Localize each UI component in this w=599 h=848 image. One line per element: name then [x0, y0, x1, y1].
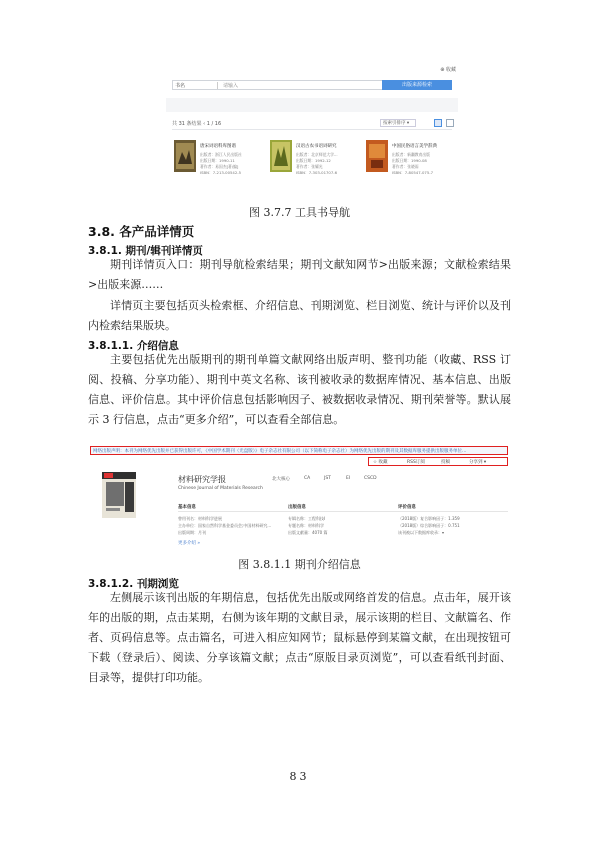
database-tag: 北大核心 — [272, 477, 290, 482]
basic-info-item: 出版周期：月刊 — [178, 530, 206, 535]
paragraph: 左侧展示该刊出版的年期信息，包括优先出版或网络首发的信息。点击年，展开该年的出版的期，点击某期，右侧为该年期的文献目录，展示该期的栏目、文献篇名、作者、页码信息等。点击篇名，可进入相应知网节；鼠标悬停到某篇文献，在出现按钮可下载（登录后）、阅读、分享该篇文献；点击“原版目录页浏览”，可以查看纸刊封面、目录等，提供打印功能。 — [88, 591, 511, 684]
filter-band — [166, 98, 458, 112]
submit-button[interactable]: 投稿 — [441, 460, 450, 465]
grid-view-icon[interactable] — [434, 119, 442, 127]
result-bar — [172, 118, 452, 130]
journal-english-title: Chinese Journal of Materials Research — [178, 486, 263, 491]
basic-info-heading: 基本信息 — [178, 505, 196, 510]
more-intro-link[interactable]: 更多介绍 » — [178, 541, 201, 546]
evaluation-info-item: （2018版）综合影响因子：0.751 — [398, 523, 460, 528]
evaluation-info-item: （2018版）复合影响因子：1.359 — [398, 516, 460, 521]
publication-notice — [90, 446, 508, 455]
publish-info-item: 出版文献量：4070 篇 — [288, 530, 328, 535]
paragraph: 主要包括优先出版期刊的期刊单篇文献网络出版声明、整刊功能（收藏、RSS 订阅、投稿、分享功能）、期刊中英文名称、该刊被收录的数据库情况、基本信息、出版信息、评价信息。其中评价信息包括影响因子、被数据收录情况、期刊荣誉等。默认展示 3 行信息，点击“更多介绍”，可以查看全部信息。 — [88, 353, 511, 426]
search-button[interactable]: 出版来源检索 — [382, 80, 452, 90]
journal-intro-screenshot — [88, 444, 510, 549]
basic-info-item: 主办单位：国家自然科学基金委员会;中国材料研究... — [178, 523, 272, 528]
book-cover-icon — [270, 140, 292, 172]
book-meta: 著作者：张耀光 — [296, 164, 323, 169]
basic-info-item: 曾用刊名：材料科学进展 — [178, 516, 222, 521]
figure-caption: 图 3.8.1.1 期刊介绍信息 — [238, 558, 361, 571]
subsection-heading: 3.8.1.1. 介绍信息 — [88, 340, 179, 352]
database-tag: CA — [304, 476, 311, 481]
book-cover-icon — [366, 140, 388, 172]
database-tag: JST — [324, 476, 331, 481]
database-tag: EI — [346, 476, 351, 481]
journal-actions — [368, 457, 508, 466]
search-divider — [217, 82, 218, 89]
notice-text: 网络出版声明：本刊为网络优先出版并已获得出版许可，《中国学术期刊（光盘版）》电子杂志社有限公司（以下简称电子杂志社）为网络优先出版的期刊及其数据库服务提供出版服务单位… — [93, 449, 467, 454]
book-card[interactable] — [366, 140, 458, 192]
journal-cover-icon — [102, 472, 136, 518]
database-tag: CSCD — [364, 476, 377, 481]
book-meta: 出版日期：1990-11 — [200, 158, 235, 163]
book-title[interactable]: 中国民俗语言美学辞典 — [392, 144, 437, 149]
page-number: 83 — [289, 770, 310, 783]
toolbook-navigation-screenshot — [166, 64, 458, 197]
book-meta: ISBN：7-303-01707-6 — [296, 170, 338, 175]
list-view-icon[interactable] — [446, 119, 454, 127]
journal-title: 材料研究学报 — [178, 475, 226, 484]
figure-caption: 图 3.7.7 工具书导航 — [249, 206, 350, 219]
rss-button[interactable]: RSS订阅 — [407, 460, 425, 465]
evaluation-info-item: 该刊被以下数据库收录：▾ — [398, 530, 445, 535]
share-button[interactable]: 分享到 ▾ — [469, 460, 487, 465]
favorite-button[interactable]: ☆ 收藏 — [373, 460, 388, 465]
book-meta: 出版日期：1992-12 — [296, 158, 331, 163]
favorite-link[interactable]: ⊕ 收藏 — [440, 67, 456, 73]
publish-info-heading: 出版信息 — [288, 505, 306, 510]
book-cover-icon — [174, 140, 196, 172]
search-bar — [172, 80, 452, 90]
evaluation-info-heading: 评价信息 — [398, 505, 416, 510]
sort-select[interactable]: 按索引排序 ▾ — [380, 119, 416, 127]
subsection-heading: 3.8.1.2. 刊期浏览 — [88, 578, 179, 590]
publish-info-item: 专题名称：材料科学 — [288, 523, 324, 528]
section-heading: 3.8. 各产品详情页 — [88, 224, 195, 239]
search-input[interactable]: 请输入 — [223, 83, 239, 89]
book-meta: 出版日期：1990-08 — [392, 158, 427, 163]
publish-info-item: 专辑名称：工程科技I — [288, 516, 326, 521]
book-meta: 出版者：新疆教育出版 — [392, 152, 430, 157]
figure-topbar — [166, 64, 458, 78]
book-title[interactable]: 汉语古农书语词研究 — [296, 144, 337, 149]
book-meta: 著作者：易国杰[著/编] — [200, 164, 239, 169]
book-card[interactable] — [270, 140, 362, 192]
search-field-select[interactable]: 书名 — [175, 83, 186, 89]
book-meta: ISBN：7-213-00542-5 — [200, 170, 242, 175]
book-card[interactable] — [174, 140, 266, 192]
book-meta: 出版者：北京师范大学... — [296, 152, 338, 157]
book-title[interactable]: 唐宋词语料库图谱 — [200, 144, 236, 149]
book-meta: 出版者：浙江人民出版社 — [200, 152, 242, 157]
paragraph: 期刊详情页入口：期刊导航检索结果；期刊文献知网节>出版来源；文献检索结果>出版来源…… — [88, 258, 511, 291]
book-meta: 著作者：张晓雨 — [392, 164, 419, 169]
info-divider — [178, 511, 508, 512]
book-meta: ISBN：7-80547-075-7 — [392, 170, 434, 175]
paragraph: 详情页主要包括页头检索框、介绍信息、刊期浏览、栏目浏览、统计与评价以及刊内检索结果版块。 — [88, 299, 511, 332]
result-count: 共 31 条结果 ‹ 1 / 16 — [172, 121, 222, 127]
subsection-heading: 3.8.1. 期刊/辑刊详情页 — [88, 245, 203, 257]
